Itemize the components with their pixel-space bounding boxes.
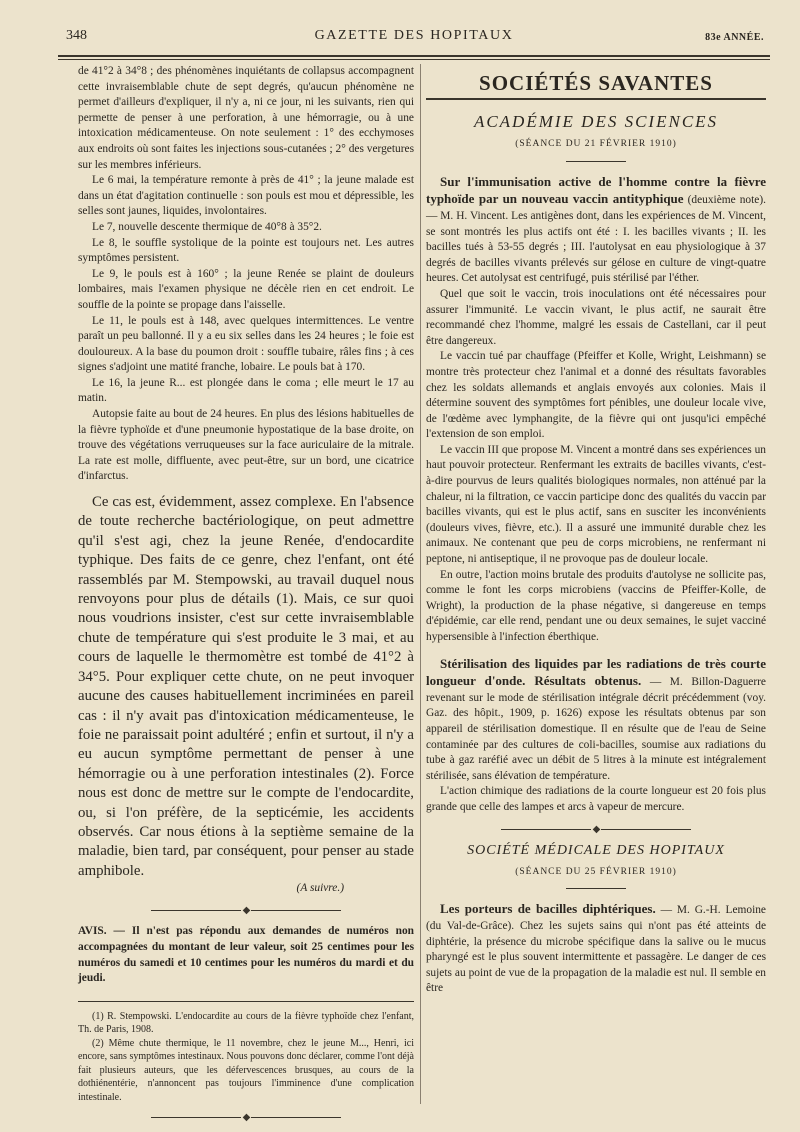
short-rule [566,161,626,162]
article-lead: — M. Billon-Daguerre revenant sur le mode de stérilisation intégrale décrit précédemment (voy. Gaz. des hôpit., 1909, p. 1626) expose les résultats obtenus par son appareil de stérilisation domestique. Il en résulte que de l'eau de Seine contaminée par des cultures de coli-bacilles, soumise aux radiations du tube à gaz raréfié avec un débit de 5 litres à la minute est intégralement stérilisée, sans élévation de température. [426,676,766,782]
journal-title: GAZETTE DES HOPITAUX [314,28,514,43]
session-date: (SÉANCE DU 21 FÉVRIER 1910) [515,139,677,150]
article-title: Les porteurs de bacilles diphtériques. [440,901,656,917]
academy-heading: ACADÉMIE DES SCIENCES [473,111,719,131]
short-rule [566,888,626,889]
case-paragraph: Le 8, le souffle systolique de la pointe est toujours net. Les autres symptômes persistent. [78,236,414,265]
discussion-paragraph: Ce cas est, évidemment, assez complexe. En l'absence de toute recherche bactériologique, on peut admettre qu'il s'est agi, chez la jeune Renée, d'endocardite typhique. Des faits de ce genre, chez l'enfant, ont été rassemblés par M. Stempowski, au travail duquel nous renvoyons pour plus de détails (1). Mais, ce sur quoi nous voudrions insister, c'est sur cette invraisemblable chute de température qui s'est produite le 3 mai, et au cours de laquelle le thermomètre est tombé de 41°2 à 34°5. Pour expliquer cette chute, on ne peut invoquer aucune des causes habituellement incriminées en pareil cas : il n'y avait pas d'intoxication médicamenteuse, le foie ne paraissait point adultéré ; enfin et surtout, il n'y a eu aucun symptôme permettant de penser à une hémorragie ou à une perforation intestinales (2). Force nous est donc de mettre sur le compte de l'endocardite, ou, si l'on préfère, de la septicémie, les accidents observés. Car nous étions à la septième semaine de la maladie, bien tard, par conséquent, pour penser au stade amphibole. [78,494,414,879]
footnote: (1) R. Stempowski. L'endocardite au cours de la fièvre typhoïde chez l'enfant, Th. de Paris, 1908. [78,1010,414,1036]
society-heading: SOCIÉTÉ MÉDICALE DES HOPITAUX [467,843,725,859]
session-date: (SÉANCE DU 25 FÉVRIER 1910) [515,866,677,877]
header-rule [58,55,770,57]
case-paragraph: Le 11, le pouls est à 148, avec quelques intermittences. Le ventre paraît un peu ballonné. Il y a eu six selles dans les 24 heures ; le foie est douloureux. A la base du poumon droit : souffle tubaire, râles fins ; à ces signes s'adjoint une matité franche, lobaire. Le pouls bat à 170. [78,314,414,374]
footnote-rule [78,1001,414,1002]
section-rule [426,98,766,100]
left-column [78,64,414,1132]
footnote: (2) Même chute thermique, le 11 novembre, chez le jeune M..., Henri, ici encore, sans symptômes intestinaux. Nous pouvons donc déclarer, comme l'ont déjà fait plusieurs auteurs, que les défervescences brusques, au cours de la dothiénentérie, n'annoncent pas toujours l'imminence d'une complication intestinale. [78,1037,414,1103]
article-paragraph: Quel que soit le vaccin, trois inoculations ont été nécessaires pour assurer l'immunité. Le vaccin vivant, le plus actif, ne saurait être recommandé chez l'homme, malgré les essais de Castellani, car il peut être dangereux. [426,287,766,347]
volume-label: 83e ANNÉE. [705,32,764,43]
ornament-divider: ◆ [78,1110,414,1126]
notice-paragraph: AVIS. — Il n'est pas répondu aux demandes de numéros non accompagnées du montant de leur valeur, soit 25 centimes pour les numéros du samedi et 10 centimes pour les numéros du mardi et du jeudi. [78,925,414,985]
column-divider [420,64,421,1104]
case-paragraph: de 41°2 à 34°8 ; des phénomènes inquiétants de collapsus accompagnent cette invraisemblable chute de sept degrés, qu'aucun phénomène ne permet d'ailleurs d'expliquer, il n'y a, ni ce jour, ni les suivants, rien qui permette de penser à une perforation, à une hémorragie, ou à une intoxication médicamenteuse. On note seulement : 1° des ecchymoses aux endroits où sont faites les injections sous-cutanées ; 2° des vergetures sur les membres inférieurs. [78,65,414,171]
header-rule-thin [58,59,770,60]
page-header [58,24,770,48]
article-paragraph: En outre, l'action moins brutale des produits d'autolyse ne sollicite pas, comme le font les corps microbiens (vaccins de Pfeiffer-Kolle, de Wright), la production de la phase négative, si dangereuse en temps d'épidémie, car elle rend, pendant une ou deux semaines, le sujet vacciné hypersensible à l'infection éberthique. [426,568,766,643]
right-column [426,64,766,997]
article-paragraph: Le vaccin tué par chauffage (Pfeiffer et Kolle, Wright, Leishmann) se montre très protecteur chez l'animal et a donné des résultats favorables chez les soldats allemands et anglais envoyés aux colonies. Mais il détermine souvent des symptômes fort pénibles, une douleur locale vive, de l'œdème avec lymphangite, de la fièvre qui ont jusqu'ici empêché l'extension de son emploi. [426,350,766,441]
case-paragraph: Le 7, nouvelle descente thermique de 40°8 à 35°2. [92,220,322,233]
article-lead: (deuxième note). — M. H. Vincent. Les antigènes dont, dans les expériences de M. Vincent, se sont montrés les plus actifs ont été : I. les bacilles vivants ; II. les bacilles tués à 53-55 degrés ; III. l'autolysat en eau physiologique à 37 degrés de bacilles vivants prélevés sur gélose en culture de vingt-quatre heures. Cet autolysat est centrifugé, puis stérilisé par l'éther. [426,194,766,285]
ornament-divider: ◆ [78,903,414,919]
article-title: Sur l'immunisation active de l'homme contre la fièvre typhoïde par un nouveau vaccin antityphique [426,173,766,207]
autopsy-paragraph: Autopsie faite au bout de 24 heures. En plus des lésions habituelles de la fièvre typhoïde et d'une pneumonie hypostatique de la base droite, on trouve des végétations verruqueuses sur la face auriculaire de la mitrale. La rate est molle, diffluente, avec peut-être, sur un bord, une cicatrice d'infarctus. [78,408,414,483]
case-paragraph: Le 6 mai, la température remonte à près de 41° ; la jeune malade est dans un état d'agitation continuelle : son pouls est mou et dépressible, les selles sont jaunes, liquides, involontaires. [78,174,414,218]
article-paragraph: L'action chimique des radiations de la courte longueur est 20 fois plus grande que celle des lampes et arcs à vapeur de mercure. [426,785,766,813]
article-paragraph: Le vaccin III que propose M. Vincent a montré dans ses expériences un haut pouvoir protecteur. Renfermant les extraits de bacilles vivants, c'est-à-dire pourvus de leurs qualités biologiques normales, non atténué par la chaleur, ni la filtration, ce vaccin participe donc des qualités du vaccin par bacilles vivants, qui est le plus actif, sans en susciter les inconvénients (douleurs vives, fièvre, etc.). Il a assuré une immunité durable chez les animaux. Ne contenant que peu de corps microbiens, ne renfermant ni peptone, ni antiseptique, il ne provoque pas de douleur locale. [426,443,766,566]
to-be-continued: (A suivre.) [296,882,344,895]
page-number: 348 [66,28,87,43]
article-lead: — M. G.-H. Lemoine (du Val-de-Grâce). Chez les sujets sains qui n'ont pas été atteints de diphtérie, la présence du microbe spécifique dans la salive ou le mucus pharyngé est le plus souvent intermittente et passagère. Le danger de ces sujets au point de vue de la propagation de la maladie est nul. Il semble en être [426,904,766,995]
case-paragraph: Le 16, la jeune R... est plongée dans le coma ; elle meurt le 17 au matin. [78,376,414,405]
case-paragraph: Le 9, le pouls est à 160° ; la jeune Renée se plaint de douleurs lombaires, mais l'examen physique ne décèle rien en cet endroit. Le souffle de la pointe se propage dans l'aisselle. [78,267,414,311]
article-title: Stérilisation des liquides par les radiations de très courte longueur d'onde. Résultats obtenus. [426,655,766,689]
ornament-divider: ◆ [426,822,766,838]
section-title: SOCIÉTÉS SAVANTES [479,71,713,95]
